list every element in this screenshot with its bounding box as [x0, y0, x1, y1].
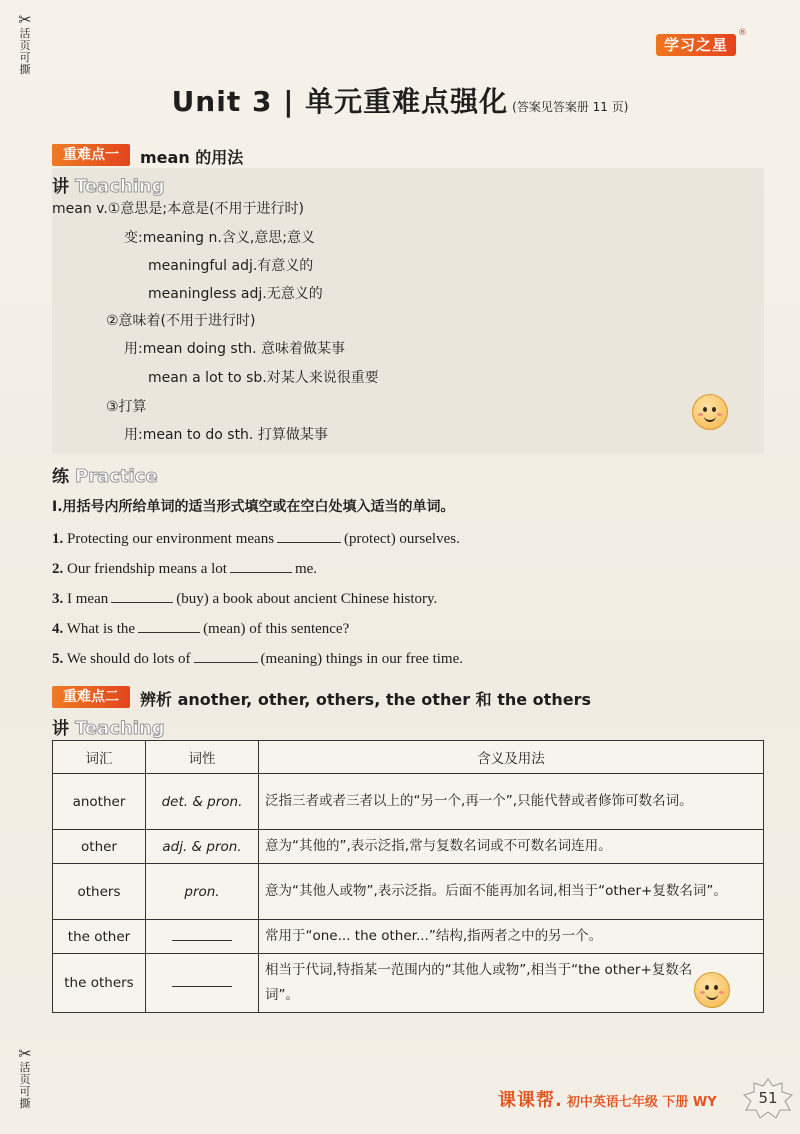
page-title [0, 80, 800, 120]
practice-label: 练 Practice [52, 466, 158, 487]
page-number: 51 [742, 1078, 794, 1118]
question-item: 4. What is the (mean) of this sentence? [52, 618, 349, 638]
pos-blank-cell [146, 954, 259, 1013]
usage-cell: 相当于代词,特指某一范围内的“其他人或物”,相当于“the other+复数名词”。 [259, 954, 764, 1013]
answer-blank[interactable] [138, 618, 200, 633]
teaching-line: meaningful adj.有意义的 [148, 258, 314, 274]
column-header: 含义及用法 [259, 741, 764, 774]
vocab-table [52, 740, 764, 1013]
answer-blank[interactable] [230, 558, 292, 573]
word-cell: another [53, 774, 146, 830]
table-header-row [53, 741, 764, 774]
table-row [53, 920, 764, 954]
brand-registered-mark: ® [738, 28, 747, 38]
answer-blank[interactable] [194, 648, 258, 663]
answer-blank[interactable] [172, 976, 232, 987]
teaching-line: meaningless adj.无意义的 [148, 286, 323, 302]
teaching-line: ③打算 [106, 399, 147, 415]
table-row [53, 864, 764, 920]
column-header: 词汇 [53, 741, 146, 774]
word-cell: other [53, 830, 146, 864]
footer-logo: 课课帮. [498, 1090, 563, 1111]
usage-cell: 常用于“one... the other...”结构,指两者之中的另一个。 [259, 920, 764, 954]
usage-cell: 意为“其他的”,表示泛指,常与复数名词或不可数名词连用。 [259, 830, 764, 864]
section-title-1: mean 的用法 [140, 148, 244, 167]
question-item: 5. We should do lots of (meaning) things in our free time. [52, 648, 463, 668]
brand-logo: 学习之星 [656, 34, 736, 56]
section-title-2: 辨析 another, other, others, the other 和 the others [140, 690, 591, 709]
teaching-line: 变:meaning n.含义,意思;意义 [124, 230, 316, 246]
scissors-icon: ✂ [18, 10, 32, 29]
smiley-mascot-icon [692, 394, 728, 430]
column-header: 词性 [146, 741, 259, 774]
word-cell: others [53, 864, 146, 920]
side-strip-text: 活 页 可 撕 [19, 27, 31, 76]
teaching-label: 讲 Teaching [52, 718, 165, 739]
side-strip-text: 活 页 可 撕 [19, 1061, 31, 1110]
usage-cell: 意为“其他人或物”,表示泛指。后面不能再加名词,相当于“other+复数名词”。 [259, 864, 764, 920]
teaching-line: mean a lot to sb.对某人来说很重要 [148, 370, 379, 386]
answer-note: (答案见答案册 11 页) [512, 100, 629, 114]
pos-cell: adj. & pron. [146, 830, 259, 864]
scissors-icon: ✂ [18, 1044, 32, 1063]
word-cell: the other [53, 920, 146, 954]
practice-instructions: Ⅰ.用括号内所给单词的适当形式填空或在空白处填入适当的单词。 [52, 499, 455, 515]
teaching-line: mean v.①意思是;本意是(不用于进行时) [52, 201, 304, 217]
answer-blank[interactable] [111, 588, 173, 603]
teaching-line: ②意味着(不用于进行时) [106, 313, 256, 329]
unit-title: Unit 3 | 单元重难点强化 [171, 85, 509, 118]
table-row [53, 954, 764, 1013]
side-strip-bottom [12, 1046, 38, 1110]
section-badge-1: 重难点一 [52, 144, 130, 166]
pos-blank-cell [146, 920, 259, 954]
answer-blank[interactable] [172, 930, 232, 941]
teaching-label: 讲 Teaching [52, 176, 165, 197]
question-item: 3. I mean (buy) a book about ancient Chinese history. [52, 588, 437, 608]
table-row [53, 830, 764, 864]
book-title: 初中英语七年级 下册 WY [566, 1095, 717, 1110]
table-row [53, 774, 764, 830]
question-item: 2. Our friendship means a lot me. [52, 558, 317, 578]
section-badge-2: 重难点二 [52, 686, 130, 708]
teaching-line: 用:mean to do sth. 打算做某事 [124, 427, 328, 443]
pos-cell: det. & pron. [146, 774, 259, 830]
usage-cell: 泛指三者或者三者以上的“另一个,再一个”,只能代替或者修饰可数名词。 [259, 774, 764, 830]
smiley-mascot-icon [694, 972, 730, 1008]
question-item: 1. Protecting our environment means (protect) ourselves. [52, 528, 460, 548]
footer [498, 1086, 717, 1112]
word-cell: the others [53, 954, 146, 1013]
teaching-line: 用:mean doing sth. 意味着做某事 [124, 341, 345, 357]
pos-cell: pron. [146, 864, 259, 920]
answer-blank[interactable] [277, 528, 341, 543]
side-strip-top [12, 12, 38, 76]
